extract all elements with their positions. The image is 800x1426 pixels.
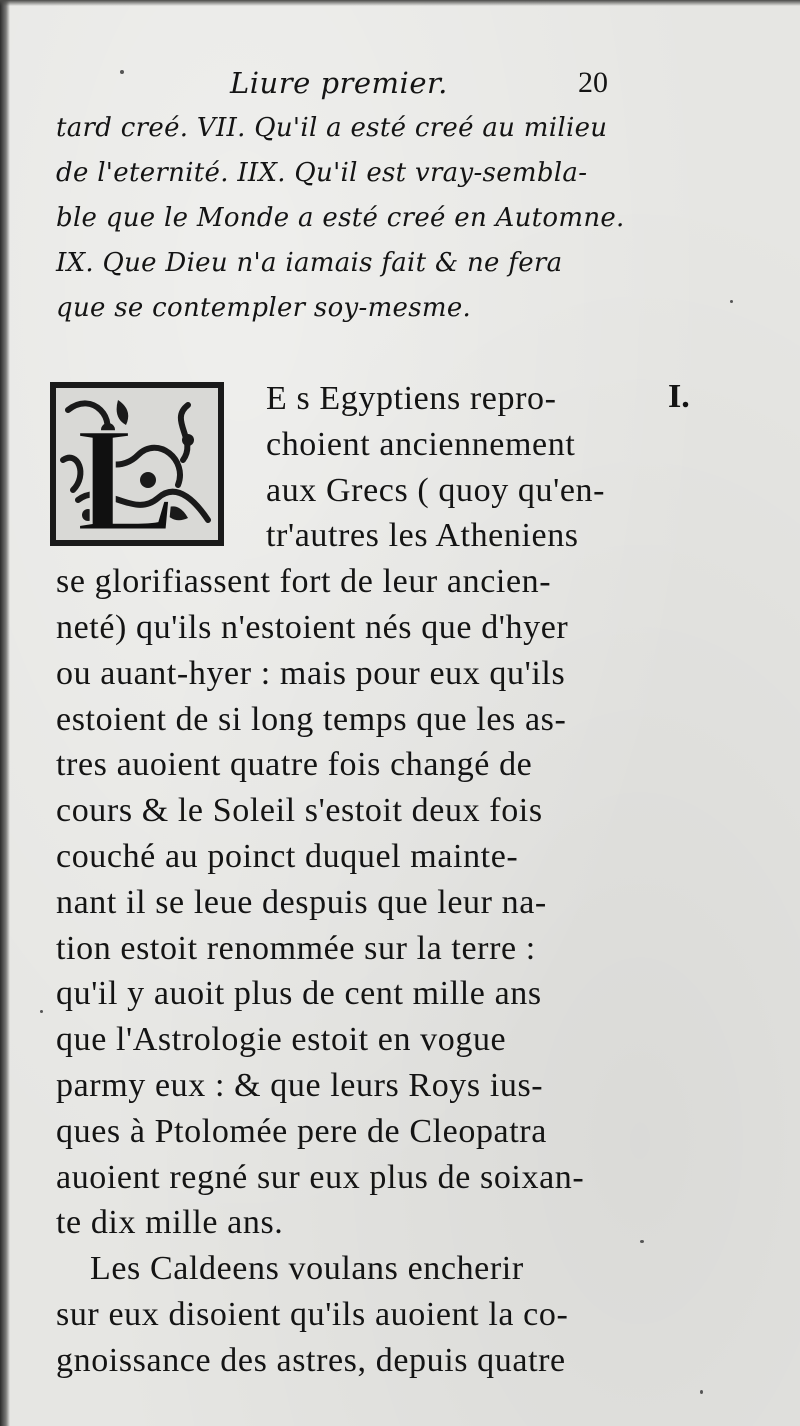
body-line: estoient de si long temps que les as- [56, 700, 567, 738]
body-line: nant il se leue despuis que leur na- [56, 883, 547, 921]
body-text [56, 376, 636, 1384]
running-head-title: Liure premier. [230, 66, 448, 100]
dropcap-letter: L [76, 397, 177, 548]
body-line: se glorifiassent fort de leur ancien- [56, 563, 552, 601]
body-line: tr'autres les Atheniens [266, 517, 579, 555]
body-line: gnoissance des astres, depuis quatre [56, 1341, 566, 1379]
summary-line: que se contempler soy-mesme. [56, 293, 472, 323]
body-line: choient anciennement [266, 425, 576, 463]
body-line: cours & le Soleil s'estoit deux fois [56, 792, 543, 830]
body-line: te dix mille ans. [56, 1204, 284, 1242]
paper-speck [700, 1390, 703, 1394]
paper-speck [120, 70, 124, 74]
chapter-summary [56, 106, 646, 331]
page-top-shadow [0, 0, 800, 6]
paper-speck [640, 1240, 644, 1243]
body-line: aux Grecs ( quoy qu'en- [266, 471, 606, 509]
body-line: sur eux disoient qu'ils auoient la co- [56, 1295, 569, 1333]
body-line: E s Egyptiens repro- [266, 380, 557, 417]
summary-line: ble que le Monde a esté creé en Automne. [56, 203, 625, 233]
summary-line: tard creé. VII. Qu'il a esté creé au milieu [56, 113, 608, 143]
body-line: que l'Astrologie estoit en vogue [56, 1021, 507, 1059]
margin-note: I. [668, 378, 690, 415]
summary-line: de l'eternité. IIX. Qu'il est vray-sembla- [56, 158, 588, 188]
body-line: ques à Ptolomée pere de Cleopatra [56, 1112, 547, 1150]
body-line: ou auant-hyer : mais pour eux qu'ils [56, 654, 566, 692]
body-line: couché au poinct duquel mainte- [56, 837, 519, 875]
page-edge-shadow [0, 0, 10, 1426]
paper-speck [730, 300, 733, 303]
body-line: parmy eux : & que leurs Roys ius- [56, 1066, 544, 1104]
body-line: tion estoit renommée sur la terre : [56, 929, 536, 967]
body-line: auoient regné sur eux plus de soixan- [56, 1158, 585, 1196]
body-line: qu'il y auoit plus de cent mille ans [56, 975, 542, 1013]
body-line: Les Caldeens voulans encherir [90, 1250, 524, 1288]
body-line: neté) qu'ils n'estoient nés que d'hyer [56, 608, 569, 646]
summary-line: IX. Que Dieu n'a iamais fait & ne fera [56, 248, 563, 278]
page-number: 20 [578, 66, 608, 99]
body-line: tres auoient quatre fois changé de [56, 746, 533, 784]
paper-speck [40, 1010, 43, 1013]
